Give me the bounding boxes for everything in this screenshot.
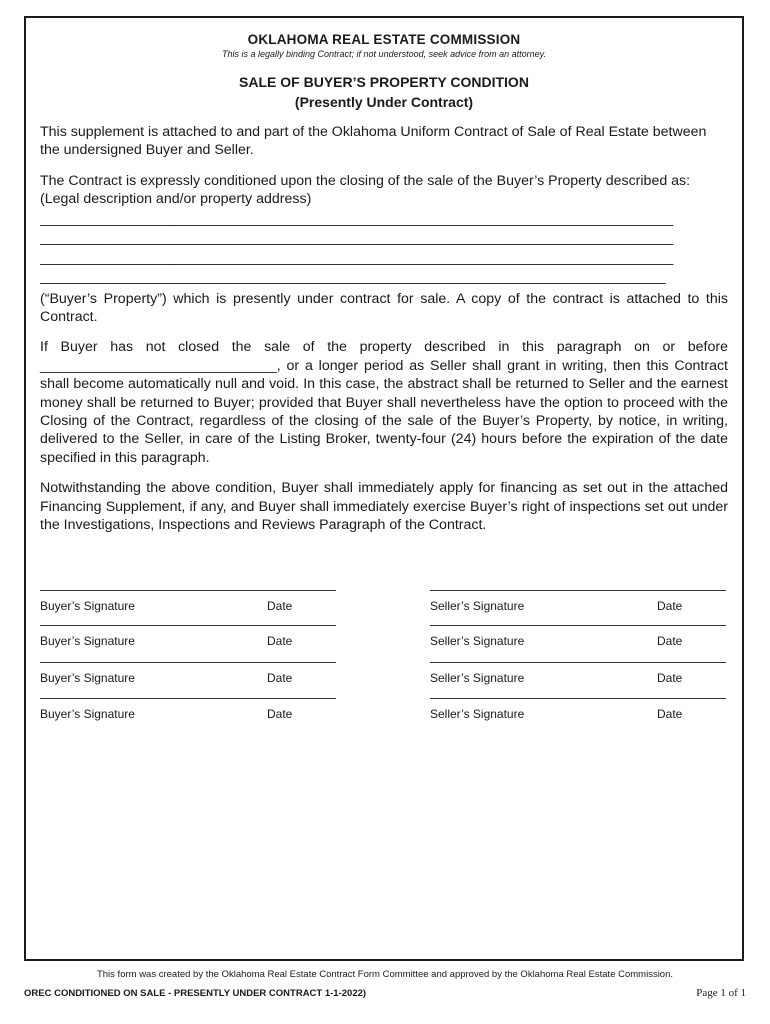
deadline-terms: , or a longer period as Seller shall grant in writing, then this Contract shall become automatically null and void. In this case, the abstract shall be returned to Seller and the earnest money shall be returned to Buyer; provided that Buyer shall nevertheless have the option to proceed with the Closing of the Contract, regardless of the closing of the sale of the Buyer’s Property, by notice, in writing, delivered to the Seller, in care of the Listing Broker, twenty-four (24) hours before the expiration of the date specified in this paragraph.	[40, 357, 728, 466]
buyer-signature-label: Buyer’s Signature	[40, 599, 135, 613]
form-title-main: SALE OF BUYER’S PROPERTY CONDITION	[239, 74, 529, 90]
signature-line	[40, 698, 336, 699]
buyer-signature-1[interactable]	[40, 584, 336, 615]
condition-line: The Contract is expressly conditioned upon the closing of the sale of the Buyer’s Property described as:	[40, 172, 691, 189]
date-label: Date	[267, 599, 293, 613]
seller-signature-label: Seller’s Signature	[430, 634, 525, 648]
page-number: Page 1 of 1	[696, 987, 746, 999]
buyer-signature-label: Buyer’s Signature	[40, 707, 135, 721]
property-description-line-4[interactable]: ___________________________________________________________________________________	[40, 268, 666, 285]
signature-row-2	[40, 619, 728, 651]
legal-disclaimer: This is a legally binding Contract; if not understood, seek advice from an attorney.	[221, 49, 546, 59]
date-label: Date	[657, 599, 683, 613]
buyer-signature-2[interactable]	[40, 619, 336, 650]
seller-signature-2[interactable]	[430, 619, 726, 650]
seller-signature-3[interactable]	[430, 656, 726, 687]
signature-line	[40, 662, 336, 663]
description-label: (Legal description and/or property address)	[40, 191, 312, 208]
signature-line	[430, 590, 726, 591]
signature-line	[40, 590, 336, 591]
deadline-intro: If Buyer has not closed the sale of the property described in this paragraph on or before	[40, 339, 728, 356]
buyer-signature-3[interactable]	[40, 656, 336, 687]
form-body	[40, 32, 728, 535]
signature-line	[430, 625, 726, 626]
buyer-signature-label: Buyer’s Signature	[40, 634, 135, 648]
date-label: Date	[657, 671, 683, 685]
form-identifier: OREC CONDITIONED ON SALE - PRESENTLY UNDER CONTRACT 1-1-2022)	[24, 988, 367, 999]
date-label: Date	[267, 634, 293, 648]
seller-signature-label: Seller’s Signature	[430, 671, 525, 685]
footer-credit: This form was created by the Oklahoma Real Estate Contract Form Committee and approved by the Oklahoma Real Estate Commission.	[96, 969, 674, 980]
signature-line	[430, 698, 726, 699]
deadline-paragraph	[40, 338, 728, 467]
date-label: Date	[657, 707, 683, 721]
signature-line	[430, 662, 726, 663]
condition-paragraph	[40, 172, 728, 287]
form-subtitle: (Presently Under Contract)	[294, 94, 474, 110]
seller-signature-label: Seller’s Signature	[430, 707, 525, 721]
buyer-signature-4[interactable]	[40, 692, 336, 723]
property-description-line-3[interactable]: ____________________________________________________________________________________	[40, 248, 674, 265]
form-border	[24, 16, 744, 961]
buyer-property-paragraph: (“Buyer’s Property”) which is presently under contract for sale. A copy of the contract is attached to this Contract.	[40, 290, 728, 326]
signature-line	[40, 625, 336, 626]
signature-row-1	[40, 584, 728, 616]
buyer-signature-label: Buyer’s Signature	[40, 671, 135, 685]
seller-signature-label: Seller’s Signature	[430, 599, 525, 613]
property-description-line-2[interactable]: ____________________________________________________________________________________	[40, 229, 674, 246]
deadline-date-blank[interactable]: ______________________________	[40, 357, 277, 374]
financing-paragraph: Notwithstanding the above condition, Buyer shall immediately apply for financing as set out in the attached Financing Supplement, if any, and Buyer shall immediately exercise Buyer’s right of inspections set out under the Investigations, Inspections and Reviews Paragraph of the Contract.	[40, 480, 728, 534]
seller-signature-1[interactable]	[430, 584, 726, 615]
date-label: Date	[267, 671, 293, 685]
seller-signature-4[interactable]	[430, 692, 726, 723]
form-title	[40, 72, 728, 112]
signature-block	[40, 584, 728, 734]
intro-paragraph: This supplement is attached to and part of the Oklahoma Uniform Contract of Sale of Real Estate between the undersigned Buyer and Seller.	[40, 124, 707, 159]
property-description-line-1[interactable]: ____________________________________________________________________________________	[40, 209, 674, 226]
signature-row-3	[40, 656, 728, 688]
date-label: Date	[657, 634, 683, 648]
signature-row-4	[40, 692, 728, 724]
organization-name: OKLAHOMA REAL ESTATE COMMISSION	[247, 32, 521, 47]
date-label: Date	[267, 707, 293, 721]
